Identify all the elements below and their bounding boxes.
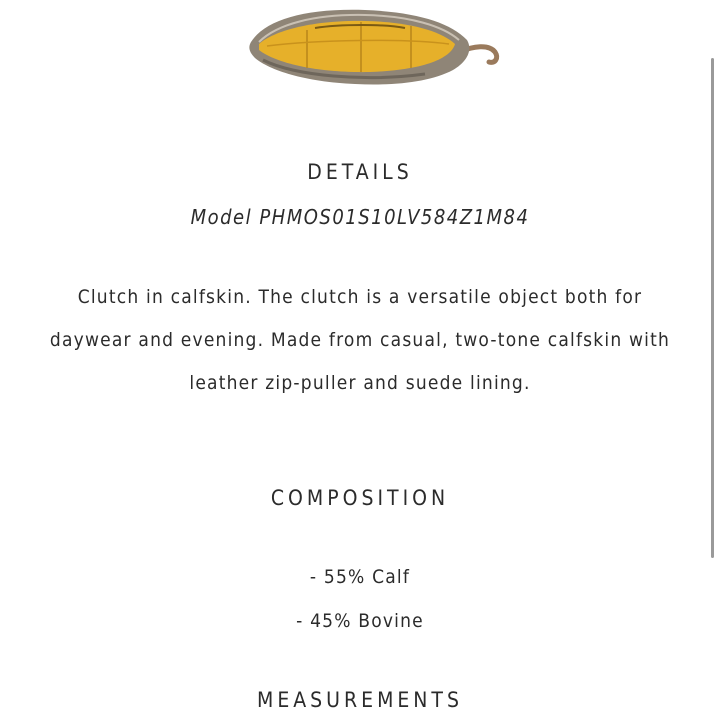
clutch-bag-image	[245, 0, 505, 92]
measurements-heading: MEASUREMENTS	[257, 688, 463, 712]
scrollbar[interactable]	[711, 58, 714, 558]
model-number: Model PHMOS01S10LV584Z1M84	[190, 205, 530, 229]
composition-item-bovine: - 45% Bovine	[296, 610, 424, 632]
details-heading: DETAILS	[307, 160, 413, 184]
product-description: Clutch in calfskin. The clutch is a versatile object both for daywear and evening. Made from casual, two-tone calfskin with leather zip-puller and suede lining.	[49, 286, 671, 394]
composition-heading: COMPOSITION	[270, 486, 450, 510]
composition-item-calf: - 55% Calf	[309, 566, 411, 588]
